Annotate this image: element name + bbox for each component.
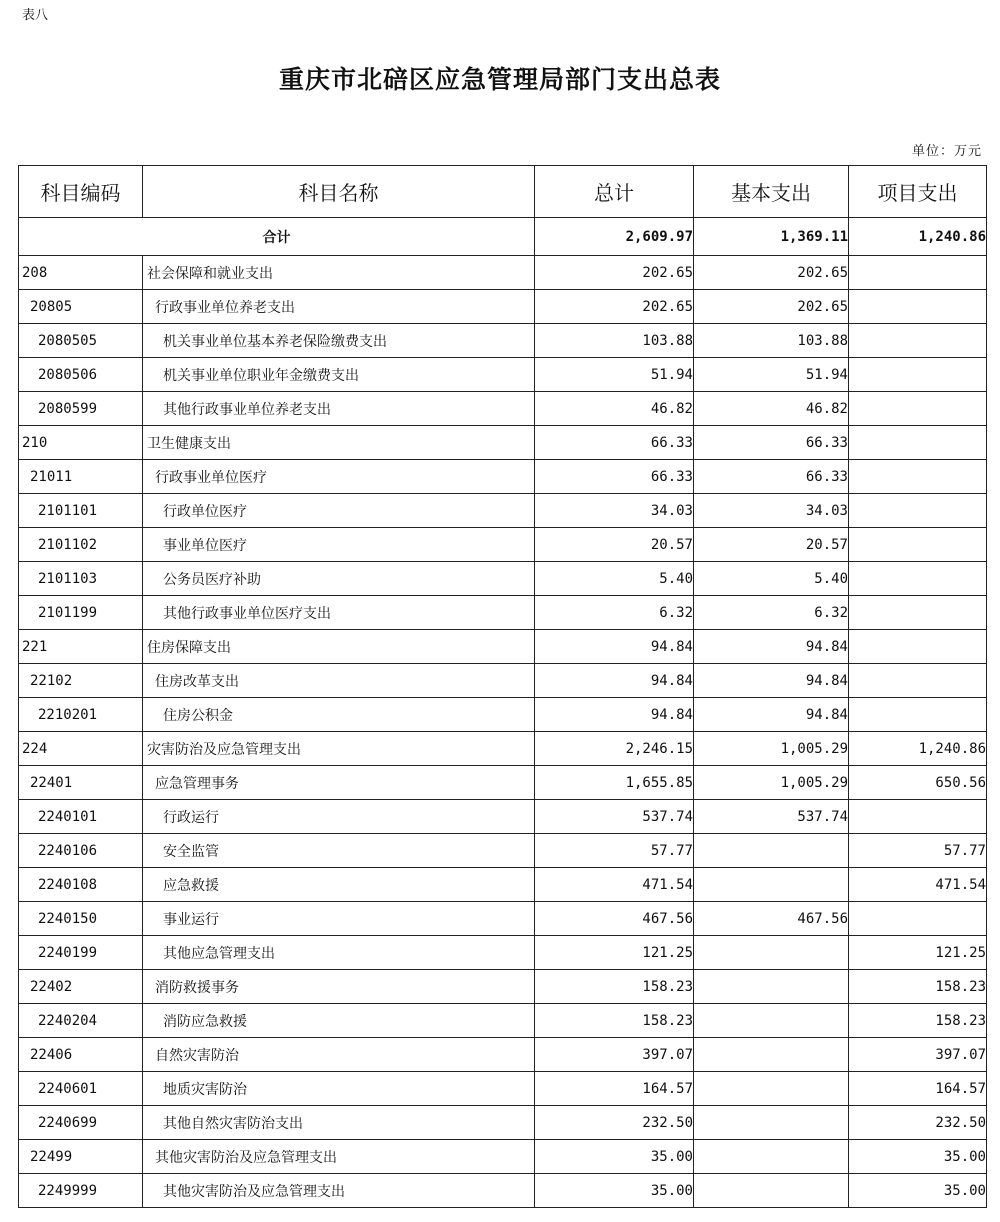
row-total: 46.82 — [535, 392, 694, 426]
row-total: 232.50 — [535, 1106, 694, 1140]
row-project: 35.00 — [849, 1174, 987, 1208]
summary-total: 2,609.97 — [535, 218, 694, 256]
row-total: 164.57 — [535, 1072, 694, 1106]
row-name: 消防应急救援 — [143, 1004, 535, 1038]
table-number-label: 表八 — [22, 8, 49, 23]
table-row — [19, 902, 987, 936]
row-code: 22402 — [19, 970, 143, 1004]
row-code: 2249999 — [19, 1174, 143, 1208]
row-basic: 94.84 — [694, 630, 849, 664]
row-total: 471.54 — [535, 868, 694, 902]
table-row — [19, 528, 987, 562]
row-project — [849, 664, 987, 698]
row-total: 202.65 — [535, 256, 694, 290]
row-name: 住房改革支出 — [143, 664, 535, 698]
table-row — [19, 460, 987, 494]
row-code: 208 — [19, 256, 143, 290]
row-project — [849, 256, 987, 290]
row-project — [849, 562, 987, 596]
table-row — [19, 970, 987, 1004]
table-row — [19, 596, 987, 630]
row-code: 22499 — [19, 1140, 143, 1174]
row-code: 21011 — [19, 460, 143, 494]
table-row — [19, 630, 987, 664]
header-row — [19, 166, 987, 218]
table-row — [19, 1174, 987, 1208]
row-code: 2101101 — [19, 494, 143, 528]
row-project — [849, 630, 987, 664]
row-basic: 467.56 — [694, 902, 849, 936]
row-name: 地质灾害防治 — [143, 1072, 535, 1106]
row-project: 158.23 — [849, 1004, 987, 1038]
row-name: 应急救援 — [143, 868, 535, 902]
row-code: 2240204 — [19, 1004, 143, 1038]
row-code: 2101103 — [19, 562, 143, 596]
table-row — [19, 562, 987, 596]
row-name: 公务员医疗补助 — [143, 562, 535, 596]
row-name: 其他自然灾害防治支出 — [143, 1106, 535, 1140]
row-name: 行政事业单位医疗 — [143, 460, 535, 494]
row-basic — [694, 1140, 849, 1174]
row-code: 2101199 — [19, 596, 143, 630]
row-total: 20.57 — [535, 528, 694, 562]
row-code: 2240150 — [19, 902, 143, 936]
row-name: 自然灾害防治 — [143, 1038, 535, 1072]
table-row — [19, 494, 987, 528]
row-code: 2240699 — [19, 1106, 143, 1140]
row-name: 事业运行 — [143, 902, 535, 936]
table-row — [19, 1140, 987, 1174]
row-total: 158.23 — [535, 970, 694, 1004]
row-total: 51.94 — [535, 358, 694, 392]
row-code: 2240101 — [19, 800, 143, 834]
row-project — [849, 358, 987, 392]
row-total: 66.33 — [535, 426, 694, 460]
row-project: 1,240.86 — [849, 732, 987, 766]
summary-label: 合计 — [19, 218, 535, 256]
row-total: 158.23 — [535, 1004, 694, 1038]
row-code: 22406 — [19, 1038, 143, 1072]
row-project — [849, 494, 987, 528]
row-code: 2101102 — [19, 528, 143, 562]
row-project — [849, 698, 987, 732]
row-basic: 51.94 — [694, 358, 849, 392]
summary-basic: 1,369.11 — [694, 218, 849, 256]
table-row — [19, 698, 987, 732]
row-name: 其他行政事业单位养老支出 — [143, 392, 535, 426]
row-basic — [694, 1106, 849, 1140]
row-total: 6.32 — [535, 596, 694, 630]
row-basic: 1,005.29 — [694, 766, 849, 800]
expenditure-table — [18, 165, 987, 1208]
page-title: 重庆市北碚区应急管理局部门支出总表 — [278, 65, 721, 94]
row-total: 35.00 — [535, 1140, 694, 1174]
row-basic — [694, 868, 849, 902]
row-name: 机关事业单位职业年金缴费支出 — [143, 358, 535, 392]
row-code: 2240199 — [19, 936, 143, 970]
row-project: 35.00 — [849, 1140, 987, 1174]
row-total: 94.84 — [535, 664, 694, 698]
row-total: 35.00 — [535, 1174, 694, 1208]
table-row — [19, 766, 987, 800]
row-total: 467.56 — [535, 902, 694, 936]
table-row — [19, 256, 987, 290]
table-row — [19, 868, 987, 902]
row-name: 安全监管 — [143, 834, 535, 868]
summary-row — [19, 218, 987, 256]
header-basic: 基本支出 — [694, 166, 849, 218]
row-name: 行政运行 — [143, 800, 535, 834]
row-total: 94.84 — [535, 630, 694, 664]
row-name: 行政单位医疗 — [143, 494, 535, 528]
table-row — [19, 358, 987, 392]
row-total: 34.03 — [535, 494, 694, 528]
table-row — [19, 1038, 987, 1072]
table-row — [19, 426, 987, 460]
row-code: 2240106 — [19, 834, 143, 868]
row-name: 其他灾害防治及应急管理支出 — [143, 1174, 535, 1208]
row-name: 应急管理事务 — [143, 766, 535, 800]
row-project — [849, 426, 987, 460]
row-code: 2240108 — [19, 868, 143, 902]
table-row — [19, 1072, 987, 1106]
table-row — [19, 732, 987, 766]
row-basic: 34.03 — [694, 494, 849, 528]
row-total: 1,655.85 — [535, 766, 694, 800]
row-project: 471.54 — [849, 868, 987, 902]
row-code: 210 — [19, 426, 143, 460]
row-project — [849, 800, 987, 834]
row-basic — [694, 1038, 849, 1072]
table-row — [19, 324, 987, 358]
row-project: 158.23 — [849, 970, 987, 1004]
table-row — [19, 1106, 987, 1140]
row-basic — [694, 1072, 849, 1106]
row-total: 2,246.15 — [535, 732, 694, 766]
row-code: 2080506 — [19, 358, 143, 392]
row-basic: 202.65 — [694, 290, 849, 324]
table-row — [19, 800, 987, 834]
row-basic: 202.65 — [694, 256, 849, 290]
row-code: 2240601 — [19, 1072, 143, 1106]
row-basic: 66.33 — [694, 426, 849, 460]
row-name: 行政事业单位养老支出 — [143, 290, 535, 324]
row-total: 66.33 — [535, 460, 694, 494]
header-total: 总计 — [535, 166, 694, 218]
row-name: 住房公积金 — [143, 698, 535, 732]
row-basic — [694, 834, 849, 868]
table-row — [19, 936, 987, 970]
row-project: 397.07 — [849, 1038, 987, 1072]
row-project — [849, 596, 987, 630]
table-row — [19, 834, 987, 868]
row-basic — [694, 1174, 849, 1208]
row-basic: 66.33 — [694, 460, 849, 494]
table-row — [19, 664, 987, 698]
table-body — [19, 218, 987, 1208]
row-total: 397.07 — [535, 1038, 694, 1072]
row-total: 537.74 — [535, 800, 694, 834]
table-row — [19, 290, 987, 324]
row-name: 住房保障支出 — [143, 630, 535, 664]
row-basic — [694, 936, 849, 970]
row-total: 57.77 — [535, 834, 694, 868]
row-basic: 103.88 — [694, 324, 849, 358]
row-name: 其他应急管理支出 — [143, 936, 535, 970]
row-project — [849, 460, 987, 494]
row-basic: 5.40 — [694, 562, 849, 596]
row-code: 2080599 — [19, 392, 143, 426]
header-name: 科目名称 — [143, 166, 535, 218]
row-total: 5.40 — [535, 562, 694, 596]
table-row — [19, 392, 987, 426]
row-basic: 6.32 — [694, 596, 849, 630]
row-code: 22401 — [19, 766, 143, 800]
row-name: 消防救援事务 — [143, 970, 535, 1004]
row-code: 224 — [19, 732, 143, 766]
unit-label: 单位：万元 — [911, 144, 982, 159]
row-total: 103.88 — [535, 324, 694, 358]
row-basic: 46.82 — [694, 392, 849, 426]
row-code: 2080505 — [19, 324, 143, 358]
row-name: 其他行政事业单位医疗支出 — [143, 596, 535, 630]
row-code: 20805 — [19, 290, 143, 324]
row-name: 事业单位医疗 — [143, 528, 535, 562]
summary-project: 1,240.86 — [849, 218, 987, 256]
row-project — [849, 902, 987, 936]
row-project: 650.56 — [849, 766, 987, 800]
row-name: 其他灾害防治及应急管理支出 — [143, 1140, 535, 1174]
row-name: 卫生健康支出 — [143, 426, 535, 460]
table-row — [19, 1004, 987, 1038]
row-total: 121.25 — [535, 936, 694, 970]
row-project — [849, 392, 987, 426]
row-name: 社会保障和就业支出 — [143, 256, 535, 290]
row-project: 164.57 — [849, 1072, 987, 1106]
row-total: 94.84 — [535, 698, 694, 732]
row-project — [849, 528, 987, 562]
row-basic: 1,005.29 — [694, 732, 849, 766]
row-basic: 20.57 — [694, 528, 849, 562]
row-project: 121.25 — [849, 936, 987, 970]
row-project: 232.50 — [849, 1106, 987, 1140]
row-name: 灾害防治及应急管理支出 — [143, 732, 535, 766]
row-project — [849, 324, 987, 358]
row-project — [849, 290, 987, 324]
row-basic: 94.84 — [694, 698, 849, 732]
row-name: 机关事业单位基本养老保险缴费支出 — [143, 324, 535, 358]
row-project: 57.77 — [849, 834, 987, 868]
row-code: 221 — [19, 630, 143, 664]
row-basic: 537.74 — [694, 800, 849, 834]
header-project: 项目支出 — [849, 166, 987, 218]
row-code: 22102 — [19, 664, 143, 698]
row-basic — [694, 970, 849, 1004]
row-basic: 94.84 — [694, 664, 849, 698]
row-basic — [694, 1004, 849, 1038]
row-code: 2210201 — [19, 698, 143, 732]
header-code: 科目编码 — [19, 166, 143, 218]
row-total: 202.65 — [535, 290, 694, 324]
